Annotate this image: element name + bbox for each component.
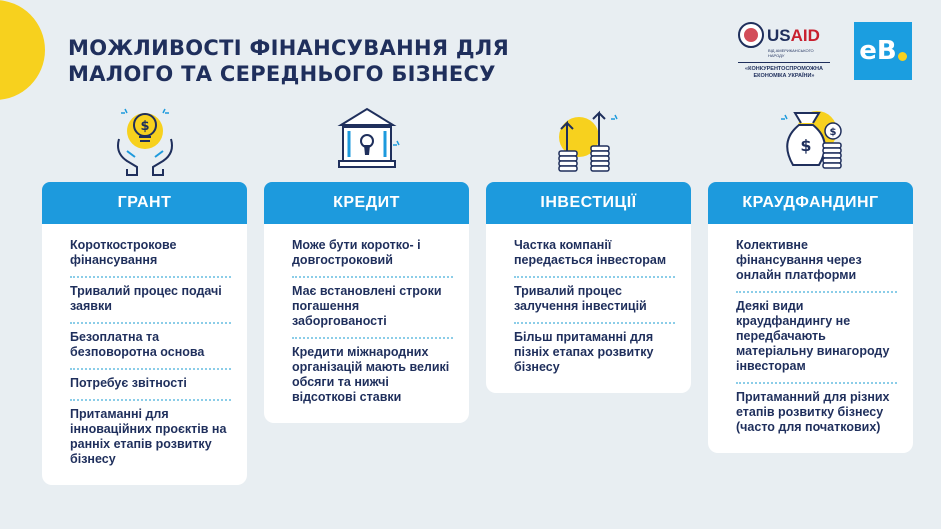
column-crowdfunding (708, 100, 913, 434)
usaid-project-name: «КОНКУРЕНТОСПРОМОЖНА ЕКОНОМІКА УКРАЇНИ» (745, 66, 823, 79)
decorative-sun-circle (0, 0, 45, 100)
eb-logo-dot-icon (898, 52, 907, 61)
usaid-wordmark: USAID (767, 25, 820, 45)
list-item: Тривалий процес залучення інвестицій (514, 278, 675, 324)
list-item: Більш притаманні для пізніх етапах розвитку бізнесу (514, 330, 654, 374)
column-grant-heading: ГРАНТ (42, 182, 247, 224)
page-title (68, 35, 509, 87)
usaid-divider (738, 62, 830, 63)
list-item: Короткострокове фінансування (70, 232, 231, 278)
list-item: Колективне фінансування через онлайн платформи (736, 232, 897, 293)
hands-coin-icon (42, 100, 247, 180)
usaid-logo (738, 22, 830, 84)
column-crowdfunding-heading: КРАУДФАНДИНГ (708, 182, 913, 224)
list-item: Безоплатна та безповоротна основа (70, 324, 231, 370)
list-item: Має встановлені строки погашення заборгованості (292, 278, 453, 339)
column-investments-heading: ІНВЕСТИЦІЇ (486, 182, 691, 224)
usaid-subtitle: ВІД АМЕРИКАНСЬКОГО НАРОДУ (768, 48, 814, 58)
svg-text:$: $ (799, 136, 812, 155)
eb-logo (854, 22, 912, 80)
list-item: Притаманні для інноваційних проєктів на ранніх етапів розвитку бізнесу (70, 407, 227, 466)
column-investments (486, 100, 691, 374)
column-credit (264, 100, 469, 404)
growth-coins-icon (486, 100, 691, 180)
list-item: Деякі види краудфандингу не передбачають матеріальну винагороду інвесторам (736, 293, 897, 384)
money-bag-icon (708, 100, 913, 180)
list-item: Може бути коротко- і довгостроковий (292, 232, 453, 278)
bank-icon (264, 100, 469, 180)
column-credit-heading: КРЕДИТ (264, 182, 469, 224)
column-investments-list (486, 224, 691, 393)
eb-logo-text: eB (859, 36, 897, 66)
column-grant (42, 100, 247, 466)
page-title-line-1: МОЖЛИВОСТІ ФІНАНСУВАННЯ ДЛЯ (68, 36, 510, 60)
list-item: Притаманний для різних етапів розвитку бізнесу (часто для початкових) (736, 390, 890, 434)
usaid-seal-icon (738, 22, 764, 48)
list-item: Кредити міжнародних організацій мають великі обсяги та нижчі відсоткові ставки (292, 345, 450, 404)
svg-text:$: $ (139, 119, 150, 134)
list-item: Частка компанії передається інвесторам (514, 232, 675, 278)
list-item: Тривалий процес подачі заявки (70, 278, 231, 324)
svg-text:$: $ (829, 127, 836, 138)
page-title-line-2: МАЛОГО ТА СЕРЕДНЬОГО БІЗНЕСУ (68, 62, 496, 86)
column-crowdfunding-list (708, 224, 913, 453)
list-item: Потребує звітності (70, 370, 231, 401)
column-grant-list (42, 224, 247, 485)
column-credit-list (264, 224, 469, 423)
